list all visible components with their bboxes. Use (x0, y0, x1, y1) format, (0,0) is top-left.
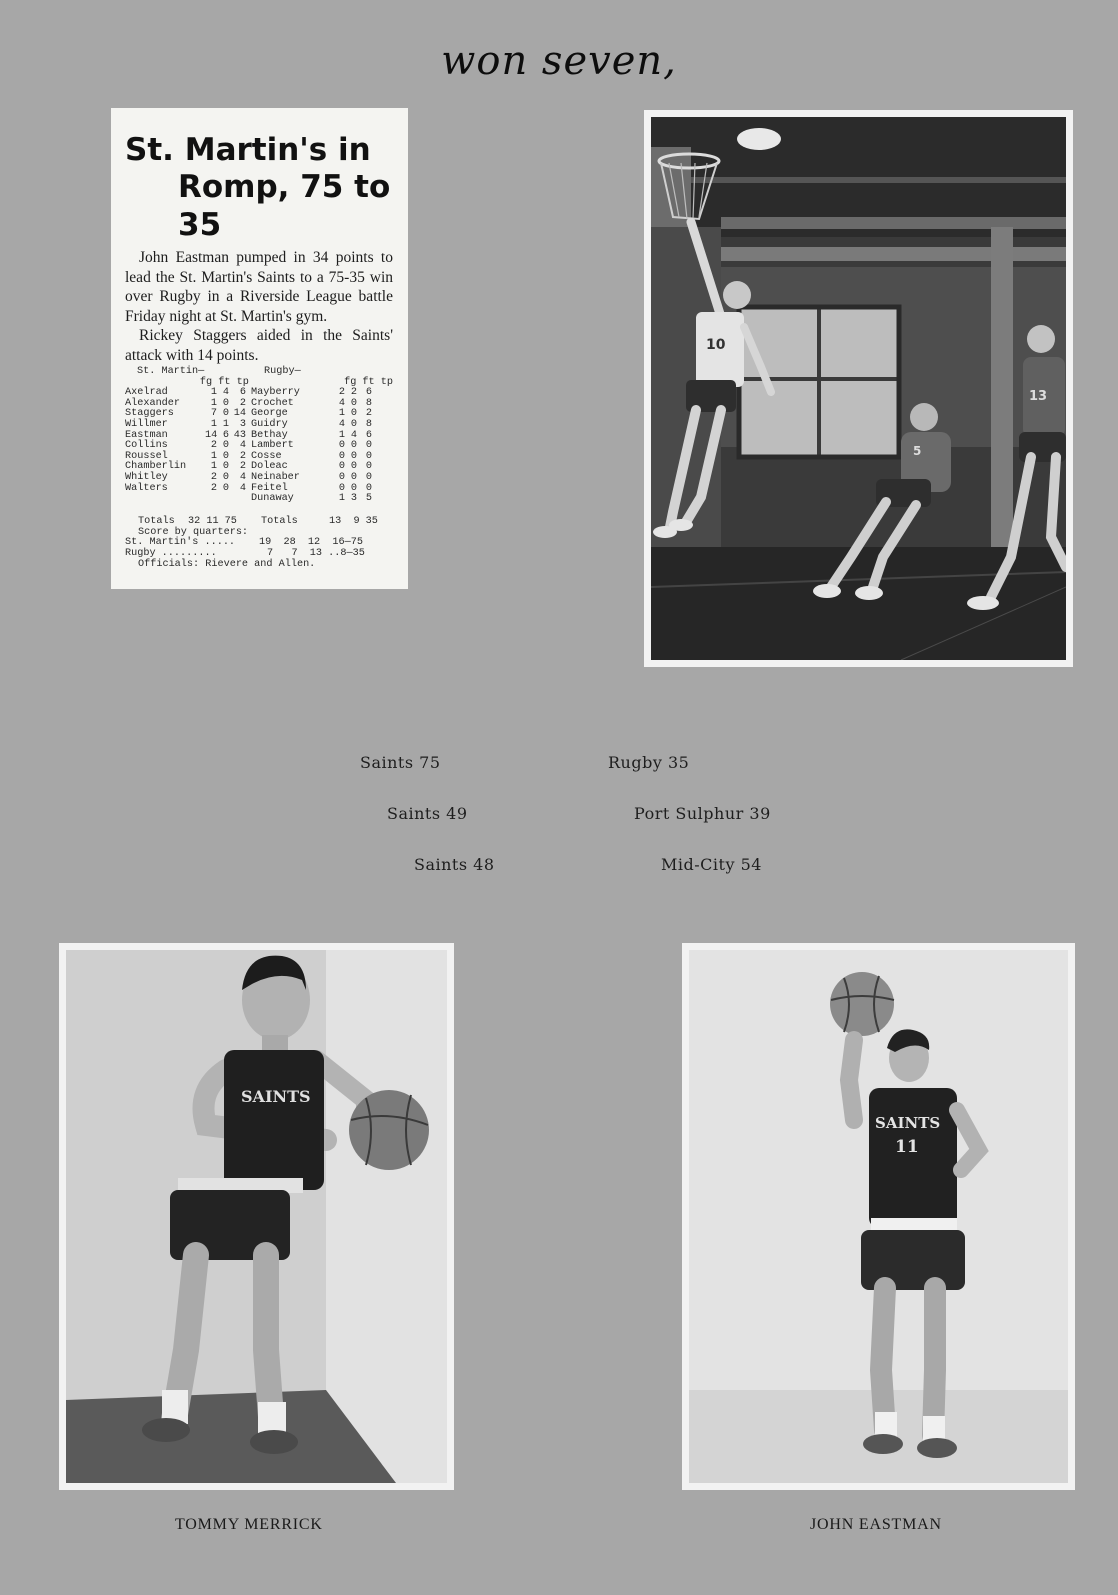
box-cell-right: Mayberry (251, 387, 300, 399)
box-cell-lft: 6 (222, 429, 229, 441)
box-cell-rft: 0 (350, 482, 357, 494)
action-jersey-floor: 5 (913, 444, 922, 458)
box-cell-left: Willmer (125, 418, 168, 430)
eastman-photo-frame (682, 943, 1075, 1490)
box-cell-ltp: 2 (239, 450, 246, 462)
box-cell-lfg: 1 (210, 418, 217, 430)
box-cell-left: Chamberlin (125, 461, 187, 473)
box-cell-rtp: 5 (365, 493, 372, 505)
action-photo-frame (644, 110, 1073, 667)
page-title: won seven, (441, 38, 677, 84)
score-home-3: Saints 48 (414, 855, 495, 874)
box-cell-ltp: 4 (239, 440, 246, 452)
box-cell-rft: 2 (350, 387, 357, 399)
box-cell-rft: 0 (350, 418, 357, 430)
totals-right-label: Totals (261, 515, 298, 527)
box-cell-rft: 0 (350, 450, 357, 462)
quarter-team-2: Rugby ......... (125, 547, 217, 559)
box-cell-right: George (251, 408, 288, 420)
box-cell-right: Dunaway (251, 493, 294, 505)
quarter-team-1-scores: 19 28 12 16—75 (259, 537, 363, 549)
box-cell-rfg: 2 (338, 387, 345, 399)
box-cell-lft: 0 (222, 471, 229, 483)
box-cell-rfg: 1 (338, 493, 345, 505)
box-cell-rfg: 0 (338, 482, 345, 494)
box-cell-right: Bethay (251, 429, 288, 441)
box-cell-left: Axelrad (125, 387, 168, 399)
box-cell-left: Collins (125, 440, 168, 452)
score-away-2: Port Sulphur 39 (634, 804, 771, 823)
box-cell-lfg: 1 (210, 461, 217, 473)
headline-line-1: St. Martin's in (125, 132, 371, 168)
box-cell-rft: 0 (350, 408, 357, 420)
box-cell-lfg: 2 (210, 482, 217, 494)
box-cell-rtp: 0 (365, 482, 372, 494)
box-cell-right: Lambert (251, 440, 294, 452)
box-cell-rfg: 0 (338, 440, 345, 452)
box-cell-lft: 0 (222, 440, 229, 452)
box-cell-ltp: 3 (239, 418, 246, 430)
newspaper-clipping (111, 108, 408, 589)
action-jersey-front: 10 (706, 337, 726, 353)
box-cell-lfg: 2 (210, 440, 217, 452)
eastman-jersey-text: SAINTS (875, 1114, 941, 1132)
box-cell-left (125, 494, 205, 505)
totals-right: 13 9 35 (329, 515, 378, 527)
score-home-2: Saints 49 (387, 804, 468, 823)
box-cell-right: Feitel (251, 482, 288, 494)
merrick-jersey-text: SAINTS (241, 1087, 311, 1106)
box-cell-rft: 0 (350, 471, 357, 483)
box-cell-left: Walters (125, 482, 168, 494)
box-cell-lfg: 1 (210, 387, 217, 399)
caption-john-eastman: JOHN EASTMAN (810, 1516, 942, 1533)
box-cell-rfg: 4 (338, 397, 345, 409)
box-cell-right: Crochet (251, 397, 294, 409)
box-cell-lft: 0 (222, 450, 229, 462)
box-cell-ltp: 6 (239, 387, 246, 399)
box-col-header-right: fg ft tp (344, 376, 393, 388)
headline-line-2: Romp, 75 to 35 (178, 169, 391, 243)
score-away-1: Rugby 35 (608, 753, 690, 772)
box-cell-lft (217, 494, 229, 505)
box-cell-rtp: 0 (365, 461, 372, 473)
box-col-header-left: fg ft tp (199, 376, 249, 388)
merrick-photo (66, 950, 447, 1483)
story-paragraph-2: Rickey Staggers aided in the Saints' attack with 14 points. (125, 327, 393, 364)
box-cell-rfg: 0 (338, 450, 345, 462)
box-cell-ltp: 2 (239, 461, 246, 473)
box-cell-ltp: 2 (239, 397, 246, 409)
box-cell-rtp: 6 (365, 387, 372, 399)
box-cell-rtp: 0 (365, 450, 372, 462)
box-cell-rfg: 1 (338, 429, 345, 441)
quarter-team-1: St. Martin's ..... (125, 537, 236, 549)
box-cell-lfg: 1 (210, 397, 217, 409)
box-team-left: St. Martin— (137, 366, 205, 377)
quarters-label: Score by quarters: (138, 526, 249, 538)
box-cell-left: Whitley (125, 471, 168, 483)
box-cell-ltp: 14 (233, 408, 246, 420)
box-cell-left: Roussel (125, 450, 168, 462)
box-cell-lft: 0 (222, 408, 229, 420)
box-cell-lft: 1 (222, 418, 229, 430)
box-score-row (125, 494, 393, 505)
box-cell-rfg: 0 (338, 461, 345, 473)
box-cell-right: Cosse (251, 450, 282, 462)
box-cell-rft: 0 (350, 397, 357, 409)
box-score (125, 367, 393, 570)
box-cell-left: Staggers (125, 408, 174, 420)
box-cell-ltp: 4 (239, 471, 246, 483)
box-cell-left: Eastman (125, 429, 168, 441)
box-cell-rft: 4 (350, 429, 357, 441)
action-jersey-right: 13 (1029, 389, 1048, 404)
box-cell-right: Guidry (251, 418, 288, 430)
box-cell-rtp: 8 (365, 397, 372, 409)
box-cell-ltp (229, 494, 246, 505)
totals-left-label: Totals (138, 515, 175, 527)
eastman-photo (689, 950, 1068, 1483)
box-cell-lft: 4 (222, 387, 229, 399)
story-paragraph-1: John Eastman pumped in 34 points to lead the St. Martin's Saints to a 75-35 win over Rugby in a Riverside League battle Friday night at St. Martin's gym. (125, 249, 393, 325)
box-cell-rtp: 0 (365, 440, 372, 452)
box-cell-lfg (205, 494, 217, 505)
box-cell-ltp: 4 (239, 482, 246, 494)
box-cell-left: Alexander (125, 397, 181, 409)
merrick-photo-frame (59, 943, 454, 1490)
box-score-rows (125, 388, 393, 505)
box-cell-right: Doleac (251, 461, 288, 473)
box-score-row (125, 420, 393, 431)
box-cell-rft: 0 (350, 440, 357, 452)
box-cell-rtp: 2 (365, 408, 372, 420)
box-cell-rfg: 4 (338, 418, 345, 430)
box-cell-rfg: 0 (338, 471, 345, 483)
eastman-jersey-number: 11 (895, 1137, 919, 1157)
box-cell-rft: 0 (350, 461, 357, 473)
box-cell-lft: 0 (222, 461, 229, 473)
action-photo (651, 117, 1066, 660)
box-cell-right: Neinaber (251, 471, 300, 483)
box-cell-lfg: 2 (210, 471, 217, 483)
box-cell-rfg: 1 (338, 408, 345, 420)
quarter-team-2-scores: 7 7 13 ..8—35 (267, 547, 365, 559)
box-team-right: Rugby— (264, 366, 301, 377)
box-cell-rft: 3 (350, 493, 357, 505)
box-cell-lft: 0 (222, 482, 229, 494)
score-home-1: Saints 75 (360, 753, 441, 772)
box-cell-rtp: 0 (365, 471, 372, 483)
totals-left: 32 11 75 (188, 515, 237, 527)
box-cell-lfg: 14 (205, 429, 218, 441)
box-score-row (125, 473, 393, 484)
officials: Officials: Rievere and Allen. (138, 558, 316, 570)
caption-tommy-merrick: TOMMY MERRICK (175, 1516, 323, 1533)
box-cell-lfg: 7 (210, 408, 217, 420)
box-cell-rtp: 6 (365, 429, 372, 441)
score-away-3: Mid-City 54 (661, 855, 762, 874)
box-cell-lfg: 1 (210, 450, 217, 462)
box-cell-ltp: 43 (233, 429, 246, 441)
box-cell-lft: 0 (222, 397, 229, 409)
box-cell-rtp: 8 (365, 418, 372, 430)
